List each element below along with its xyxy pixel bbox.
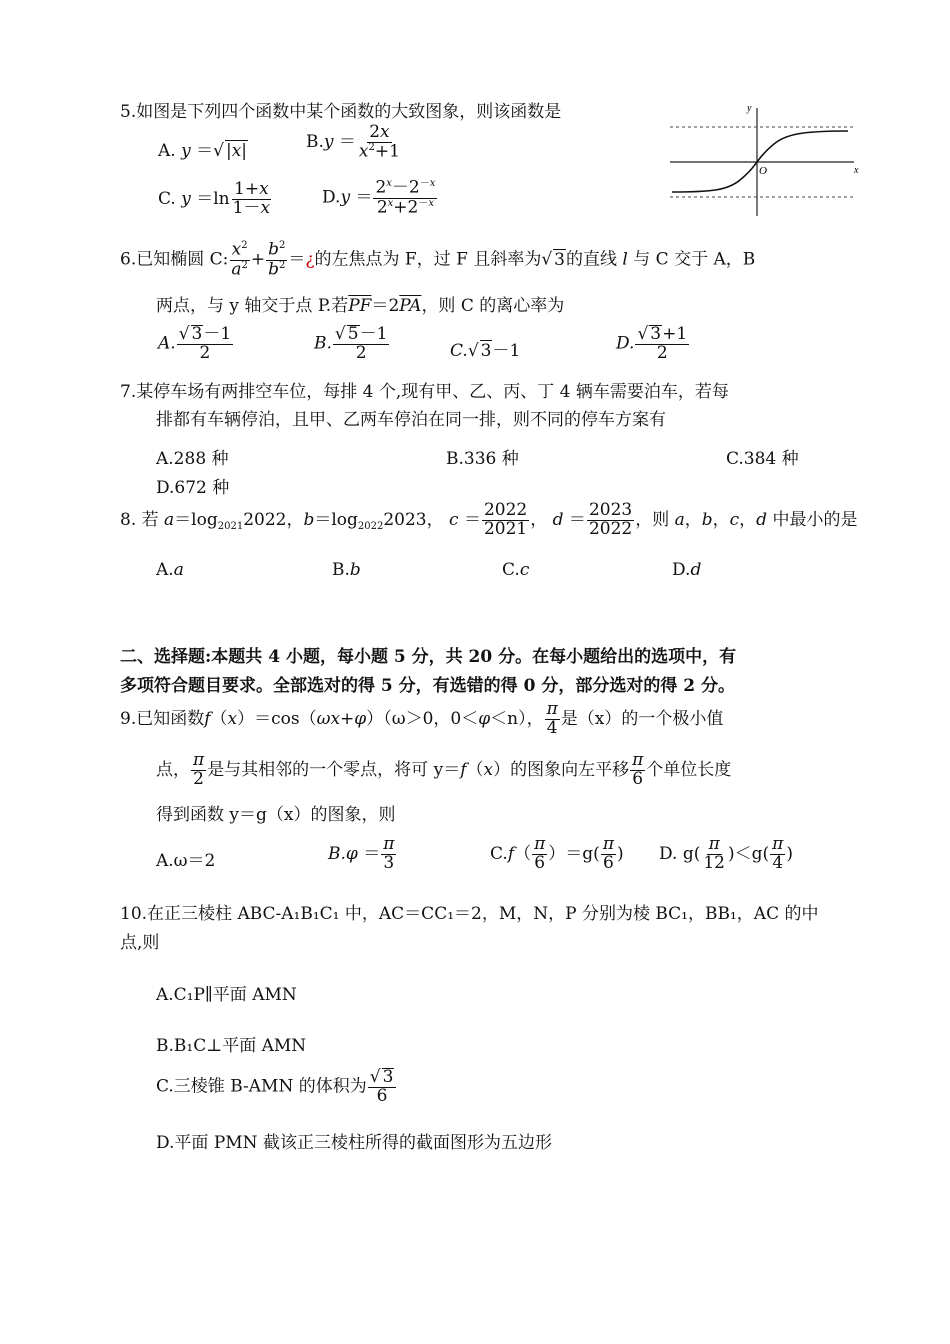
q8-option-b: B.b: [332, 560, 361, 580]
q9-option-c: C.f（ $\frac{\pi}{6}$ ）＝g( $\frac{\pi}{6}$ ): [490, 834, 624, 873]
q9-stem-line2: 点， $\frac{\pi}{2}$ 是与其相邻的一个零点，将可 y＝f（x）的图象向左平移 $\frac{\pi}{6}$ 个单位长度: [156, 750, 732, 789]
q5-option-b: B.y ＝ $\frac{2x}{x^2+1}$: [306, 122, 400, 162]
q7-option-c: C.384 种: [726, 449, 799, 469]
x-axis-label: x: [854, 165, 859, 176]
q8-option-c: C.c: [502, 560, 530, 580]
q10-stem-line2: 点,则: [120, 933, 160, 953]
q9-option-a: A.ω＝2: [156, 851, 216, 871]
q6-option-b: B. $\frac{√ 5-1}{2}$: [314, 324, 388, 363]
q5-option-c: C. y ＝ln $\frac{1+x}{1-x}$: [158, 179, 271, 218]
origin-label: O: [759, 165, 767, 177]
q6-stem-line2: 两点，与 y 轴交于点 P.若$\overline{PF}=2\overline{PA}$，则 C 的离心率为: [156, 296, 565, 316]
option-label: B.: [306, 132, 324, 153]
q5-stem: 5.如图是下列四个函数中某个函数的大致图象，则该函数是: [120, 102, 562, 122]
q10-option-c: C.三棱锥 B-AMN 的体积为 $\frac{√ 3}{6}$: [156, 1068, 397, 1106]
option-label: D.: [322, 187, 341, 208]
q8-stem: 8. 若 $a=\log_{2021}2022$，$b=\log_{2022}2023$， c ＝ $\frac{2022}{2021}$ ， d ＝ $\frac{2023}{2022}$ ，则 a，b，c，d 中最小的是: [120, 500, 858, 539]
q5-function-graph: [668, 100, 860, 218]
section2-heading-line1: 二、选择题:本题共 4 小题，每小题 5 分，共 20 分。在每小题给出的选项中，有: [120, 647, 737, 667]
q10-option-b: B.B₁C⊥平面 AMN: [156, 1036, 307, 1056]
q9-stem-line3: 得到函数 y＝g（x）的图象，则: [156, 805, 396, 825]
q8-option-a: A.a: [156, 560, 184, 580]
q6-stem-line1: 6.已知椭圆 C: $\frac{x^2}{a^2}$ + $\frac{b^2}{b^2}$ ＝¿的左焦点为 F，过 F 且斜率为√ 3的直线 l 与 C 交于 A，B: [120, 239, 756, 280]
option-label: A.: [158, 141, 176, 161]
option-label: C.: [158, 188, 176, 209]
q10-option-d: D.平面 PMN 截该正三棱柱所得的截面图形为五边形: [156, 1133, 552, 1153]
q5-option-d: D.y ＝ $\frac{2^x-2^{-x}}{2^x+2^{-x}}$: [322, 177, 436, 218]
q7-option-b: B.336 种: [446, 449, 519, 469]
y-axis-label: y: [747, 103, 752, 114]
q6-option-c: C.√ 3－1: [450, 341, 521, 361]
q9-option-d: D. g( $\frac{\pi}{12}$ )＜g( $\frac{\pi}{4}$ ): [659, 834, 793, 873]
q10-option-a: A.C₁P∥平面 AMN: [156, 985, 297, 1005]
q8-option-d: D.d: [672, 560, 702, 580]
q7-option-d: D.672 种: [156, 478, 230, 498]
q10-stem-line1: 10.在正三棱柱 ABC-A₁B₁C₁ 中，AC＝CC₁＝2，M，N，P 分别为棱 BC₁，BB₁，AC 的中: [120, 904, 819, 924]
q7-stem-line1: 7.某停车场有两排空车位，每排 4 个,现有甲、乙、丙、丁 4 辆车需要泊车，若每: [120, 382, 729, 402]
q9-option-b: B.φ ＝ $\frac{\pi}{3}$: [328, 834, 395, 873]
q7-option-a: A.288 种: [156, 449, 229, 469]
q7-stem-line2: 排都有车辆停泊，且甲、乙两车停泊在同一排，则不同的停车方案有: [156, 410, 666, 430]
q6-option-a: A. $\frac{√ 3-1}{2}$: [158, 324, 232, 363]
q9-stem-line1: 9.已知函数f（x）＝cos（ωx+φ）（ω＞0，0＜φ＜n）， $\frac{\pi}{4}$ 是（x）的一个极小值: [120, 699, 724, 738]
q6-option-d: D. $\frac{√ 3+1}{2}$: [616, 324, 688, 363]
section2-heading-line2: 多项符合题目要求。全部选对的得 5 分，有选错的得 0 分，部分选对的得 2 分。: [120, 676, 735, 696]
q5-option-a: A. y ＝√ |x|: [158, 141, 248, 161]
